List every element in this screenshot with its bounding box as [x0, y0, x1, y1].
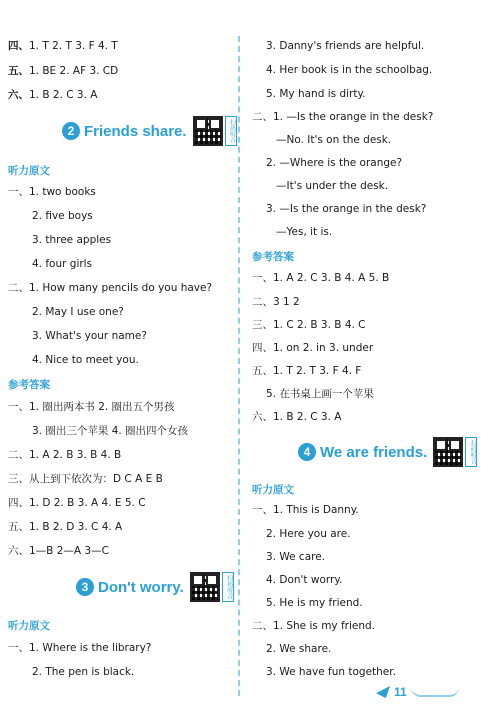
section-heading: 参考答案 [252, 251, 294, 263]
unit-banner [62, 114, 237, 148]
page-number: 11 [394, 685, 407, 699]
listen-line: 3. We have fun together. [266, 666, 396, 678]
answer-line: 六、1. B 2. C 3. A [252, 411, 342, 423]
listen-line: 二、1. How many pencils do you have? [8, 282, 213, 294]
wave-decoration [411, 687, 459, 697]
answer-line: 六、1—B 2—A 3—C [8, 545, 109, 557]
scan-tag: 扫码听音 [222, 572, 234, 602]
answer-line: 一、1. A 2. C 3. B 4. A 5. B [252, 272, 390, 284]
section-heading: 听力原文 [8, 165, 50, 177]
listen-line: 2. The pen is black. [32, 666, 135, 678]
answer-line: 五、1. BE 2. AF 3. CD [8, 65, 119, 77]
listen-line: 5. He is my friend. [266, 597, 363, 609]
column-divider [238, 36, 240, 696]
unit-number-badge: 4 [298, 443, 316, 461]
listen-line: —It's under the desk. [276, 180, 389, 192]
listen-line: 4. Nice to meet you. [32, 354, 139, 366]
listen-line: 5. My hand is dirty. [266, 88, 366, 100]
listen-line: —No. It's on the desk. [276, 134, 392, 146]
arrow-icon [376, 686, 390, 698]
answer-line: 三、1. C 2. B 3. B 4. C [252, 319, 366, 331]
answer-line: 二、1. A 2. B 3. B 4. B [8, 449, 122, 461]
listen-line: 4. four girls [32, 258, 93, 270]
listen-line: 一、1. This is Danny. [252, 504, 359, 516]
listen-line: 2. Here you are. [266, 528, 351, 540]
unit-title: We are friends. [320, 443, 428, 461]
qr-code-icon[interactable] [190, 572, 220, 602]
unit-banner [298, 435, 477, 469]
scan-tag: 扫码听音 [465, 437, 477, 467]
listen-line: 二、1. —Is the orange in the desk? [252, 111, 434, 123]
listen-line: 一、1. two books [8, 186, 96, 198]
listen-line: 2. May I use one? [32, 306, 124, 318]
listen-line: 一、1. Where is the library? [8, 642, 152, 654]
answer-line: 六、1. B 2. C 3. A [8, 89, 98, 101]
answer-line: 三、从上到下依次为：D C A E B [8, 473, 163, 485]
answer-line: 四、1. D 2. B 3. A 4. E 5. C [8, 497, 146, 509]
answer-line: 四、1. on 2. in 3. under [252, 342, 374, 354]
listen-line: 4. Her book is in the schoolbag. [266, 64, 433, 76]
listen-line: 3. We care. [266, 551, 326, 563]
listen-line: 3. What's your name? [32, 330, 147, 342]
section-heading: 听力原文 [252, 484, 294, 496]
listen-line: 3. —Is the orange in the desk? [266, 203, 427, 215]
unit-number-badge: 2 [62, 122, 80, 140]
answer-line: 5. 在书桌上画一个苹果 [266, 388, 374, 400]
answer-line: 五、1. B 2. D 3. C 4. A [8, 521, 123, 533]
qr-code-icon[interactable] [193, 116, 223, 146]
page-footer [376, 680, 466, 704]
listen-line: 2. —Where is the orange? [266, 157, 403, 169]
qr-code-icon[interactable] [433, 437, 463, 467]
listen-line: 4. Don't worry. [266, 574, 343, 586]
unit-number-badge: 3 [76, 578, 94, 596]
answer-line: 四、1. T 2. T 3. F 4. T [8, 40, 118, 52]
listen-line: 二、1. She is my friend. [252, 620, 376, 632]
answer-line: 3. 圈出三个苹果 4. 圈出四个女孩 [32, 425, 189, 437]
listen-line: 3. Danny's friends are helpful. [266, 40, 425, 52]
listen-line: 2. We share. [266, 643, 332, 655]
unit-title: Don't worry. [98, 578, 184, 596]
answer-line: 二、3 1 2 [252, 296, 300, 308]
scan-tag: 扫码听音 [225, 116, 237, 146]
listen-line: 3. three apples [32, 234, 112, 246]
section-heading: 参考答案 [8, 379, 50, 391]
listen-line: 2. five boys [32, 210, 93, 222]
listen-line: —Yes, it is. [276, 226, 333, 238]
answer-line: 一、1. 圈出两本书 2. 圈出五个男孩 [8, 401, 175, 413]
unit-title: Friends share. [84, 122, 187, 140]
section-heading: 听力原文 [8, 620, 50, 632]
unit-banner [76, 570, 234, 604]
answer-line: 五、1. T 2. T 3. F 4. F [252, 365, 362, 377]
